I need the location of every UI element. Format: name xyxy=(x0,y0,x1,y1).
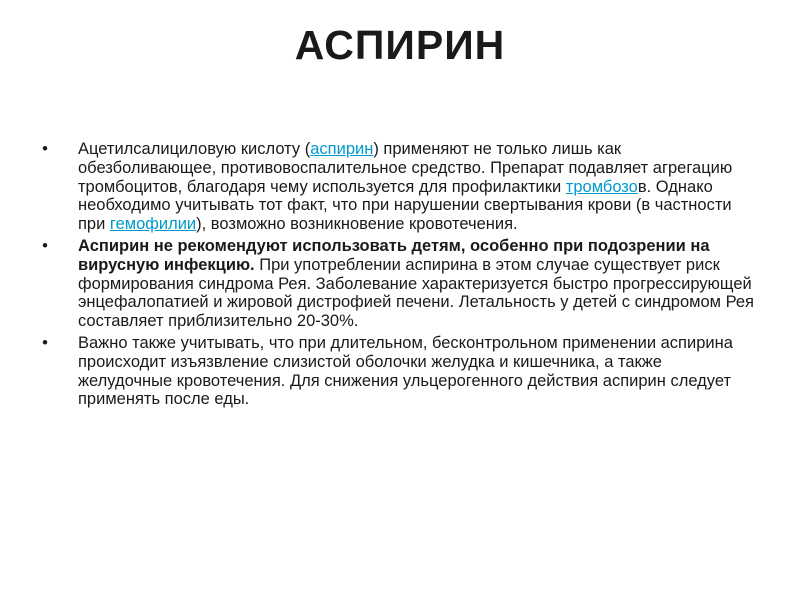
aspirin-link[interactable]: аспирин xyxy=(310,140,374,158)
paragraph-text: в. Однако необходимо учитывать тот факт, что при нарушении свертывания крови (в частности при xyxy=(78,177,732,234)
paragraph-text: ) применяют не только лишь как обезболивающее, противовоспалительное средство. Препарат подавляет агрегацию тромбоцитов, благодаря чему используется для профилактики xyxy=(78,140,733,196)
paragraph-text: При употреблении аспирина в этом случае существует риск формирования синдрома Рея. Заболевание характеризуется быстро прогрессирующей энцефалопатией и жировой дистрофией печени. Летальность у детей с синдромом Рея составляет приблизительно 20-30%. xyxy=(78,255,754,331)
list-item xyxy=(38,237,754,331)
bullet-icon: • xyxy=(42,140,48,158)
bullet-icon: • xyxy=(42,236,48,255)
bullet-icon: • xyxy=(42,333,48,352)
hemophilia-link[interactable]: гемофилии xyxy=(109,215,197,234)
paragraph-text: ), возможно возникновение кровотечения. xyxy=(196,215,518,234)
list-item xyxy=(38,140,754,234)
thrombosis-link[interactable]: тромбозо xyxy=(565,177,638,196)
slide-title: АСПИРИН xyxy=(294,22,506,68)
warning-text: Аспирин не рекомендуют использовать детям, особенно при подозрении на вирусную инфекцию. xyxy=(78,236,710,274)
paragraph-text: Важно также учитывать, что при длительном, бесконтрольном применении аспирина происходит изъязвление слизистой оболочки желудка и кишечника, а также желудочные кровотечения. Для снижения ульцерогенного действия аспирин следует применять после еды. xyxy=(78,333,733,409)
list-item xyxy=(38,334,754,409)
bullet-list xyxy=(38,140,754,412)
paragraph-text: Ацетилсалициловую кислоту ( xyxy=(78,140,311,158)
